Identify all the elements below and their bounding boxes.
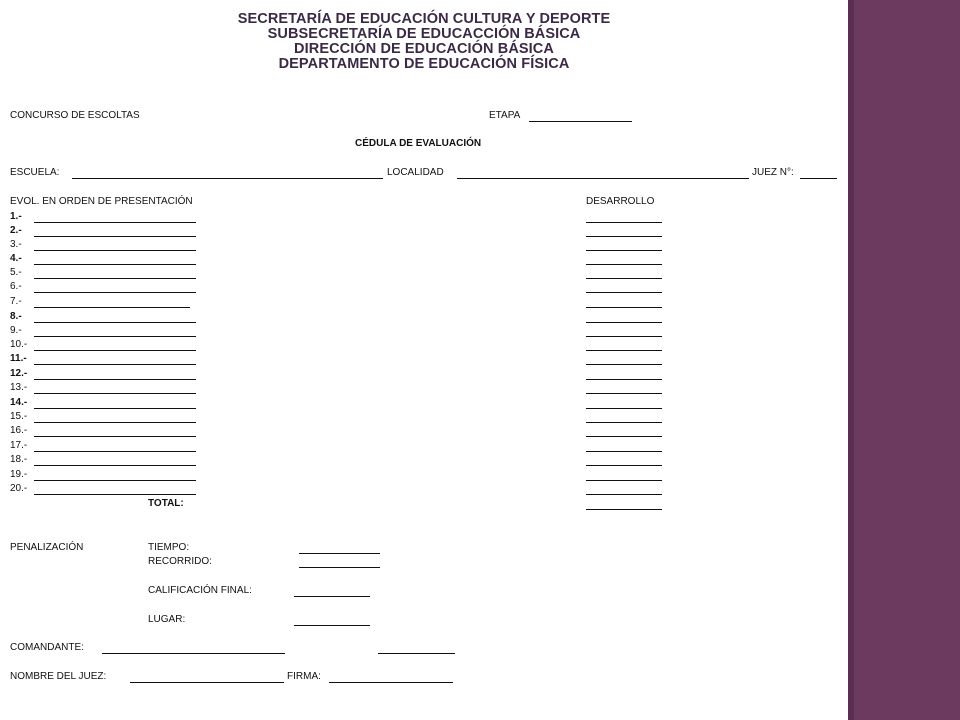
evolution-field[interactable] [34,322,196,323]
development-field[interactable] [586,336,662,337]
signature-label: FIRMA: [287,671,321,682]
evolution-field[interactable] [34,436,196,437]
item-number: 4.- [10,253,22,264]
item-number: 15.- [10,411,28,422]
item-number: 19.- [10,469,28,480]
item-number: 9.- [10,325,22,336]
place-label: LUGAR: [148,614,186,625]
final-grade-field[interactable] [294,596,370,597]
judge-number-label: JUEZ N°: [752,167,794,178]
judge-name-label: NOMBRE DEL JUEZ: [10,671,107,682]
item-number: 5.- [10,267,22,278]
route-field[interactable] [299,567,380,568]
route-label: RECORRIDO: [148,556,212,567]
development-field[interactable] [586,350,662,351]
evolution-field[interactable] [34,422,196,423]
judge-name-field[interactable] [130,682,284,683]
penalty-label: PENALIZACIÓN [10,542,84,553]
development-field[interactable] [586,379,662,380]
evolution-field[interactable] [34,350,196,351]
development-field[interactable] [586,408,662,409]
item-number: 18.- [10,454,28,465]
header-line-1: SECRETARÍA DE EDUCACIÓN CULTURA Y DEPORTE [237,11,611,27]
development-field[interactable] [586,436,662,437]
development-field[interactable] [586,292,662,293]
development-field[interactable] [586,494,662,495]
evolution-field[interactable] [34,264,196,265]
evolutions-heading: EVOL. EN ORDEN DE PRESENTACIÓN [10,196,193,207]
item-number: 11.- [10,353,27,364]
header-line-3: DIRECCIÓN DE EDUCACIÓN BÁSICA [294,41,554,57]
header-line-4: DEPARTAMENTO DE EDUCACIÓN FÍSICA [278,56,570,72]
school-label: ESCUELA: [10,167,60,178]
development-field[interactable] [586,250,662,251]
item-number: 17.- [10,440,28,451]
item-number: 12.- [10,368,28,379]
stage-label: ETAPA [489,110,521,121]
judge-number-field[interactable] [800,178,837,179]
evolution-field[interactable] [34,364,196,365]
development-field[interactable] [586,307,662,308]
evolution-field[interactable] [34,222,196,223]
contest-label: CONCURSO DE ESCOLTAS [10,110,140,121]
development-field[interactable] [586,422,662,423]
development-field[interactable] [586,264,662,265]
item-number: 2.- [10,225,22,236]
evolution-field[interactable] [34,408,196,409]
item-number: 10.- [10,339,28,350]
document-header [0,12,848,72]
development-field[interactable] [586,364,662,365]
item-number: 1.- [10,211,22,222]
total-field[interactable] [586,509,662,510]
item-number: 6.- [10,281,22,292]
header-line-2: SUBSECRETARÍA DE EDUCACCIÓN BÁSICA [267,26,581,42]
form-title: CÉDULA DE EVALUACIÓN [355,138,482,149]
evolution-field[interactable] [34,494,196,495]
evolution-field[interactable] [34,250,196,251]
development-field[interactable] [586,222,662,223]
place-field[interactable] [294,625,370,626]
item-number: 14.- [10,397,28,408]
locality-field[interactable] [457,178,749,179]
evolution-field[interactable] [34,278,196,279]
development-field[interactable] [586,480,662,481]
evolution-field[interactable] [34,480,196,481]
item-number: 13.- [10,382,28,393]
school-field[interactable] [72,178,383,179]
evolution-field[interactable] [34,336,196,337]
stage-field[interactable] [529,121,632,122]
signature-field[interactable] [329,682,453,683]
evolution-field[interactable] [34,307,190,308]
item-number: 8.- [10,311,22,322]
item-number: 7.- [10,296,22,307]
locality-label: LOCALIDAD [387,167,444,178]
evolution-field[interactable] [34,379,196,380]
development-field[interactable] [586,236,662,237]
decorative-side-bar [848,0,960,720]
development-heading: DESARROLLO [586,196,655,207]
time-label: TIEMPO: [148,542,190,553]
total-label: TOTAL: [148,498,184,509]
commander-name-field[interactable] [102,653,285,654]
time-field[interactable] [299,553,380,554]
development-field[interactable] [586,322,662,323]
development-field[interactable] [586,393,662,394]
evolution-field[interactable] [34,451,196,452]
commander-score-field[interactable] [378,653,455,654]
development-field[interactable] [586,451,662,452]
item-number: 3.- [10,239,22,250]
evolution-field[interactable] [34,292,196,293]
development-field[interactable] [586,278,662,279]
evolution-field[interactable] [34,393,196,394]
item-number: 20.- [10,483,28,494]
final-grade-label: CALIFICACIÓN FINAL: [148,585,252,596]
evolution-field[interactable] [34,465,196,466]
evolution-field[interactable] [34,236,196,237]
item-number: 16.- [10,425,28,436]
development-field[interactable] [586,465,662,466]
commander-label: COMANDANTE: [10,642,84,653]
